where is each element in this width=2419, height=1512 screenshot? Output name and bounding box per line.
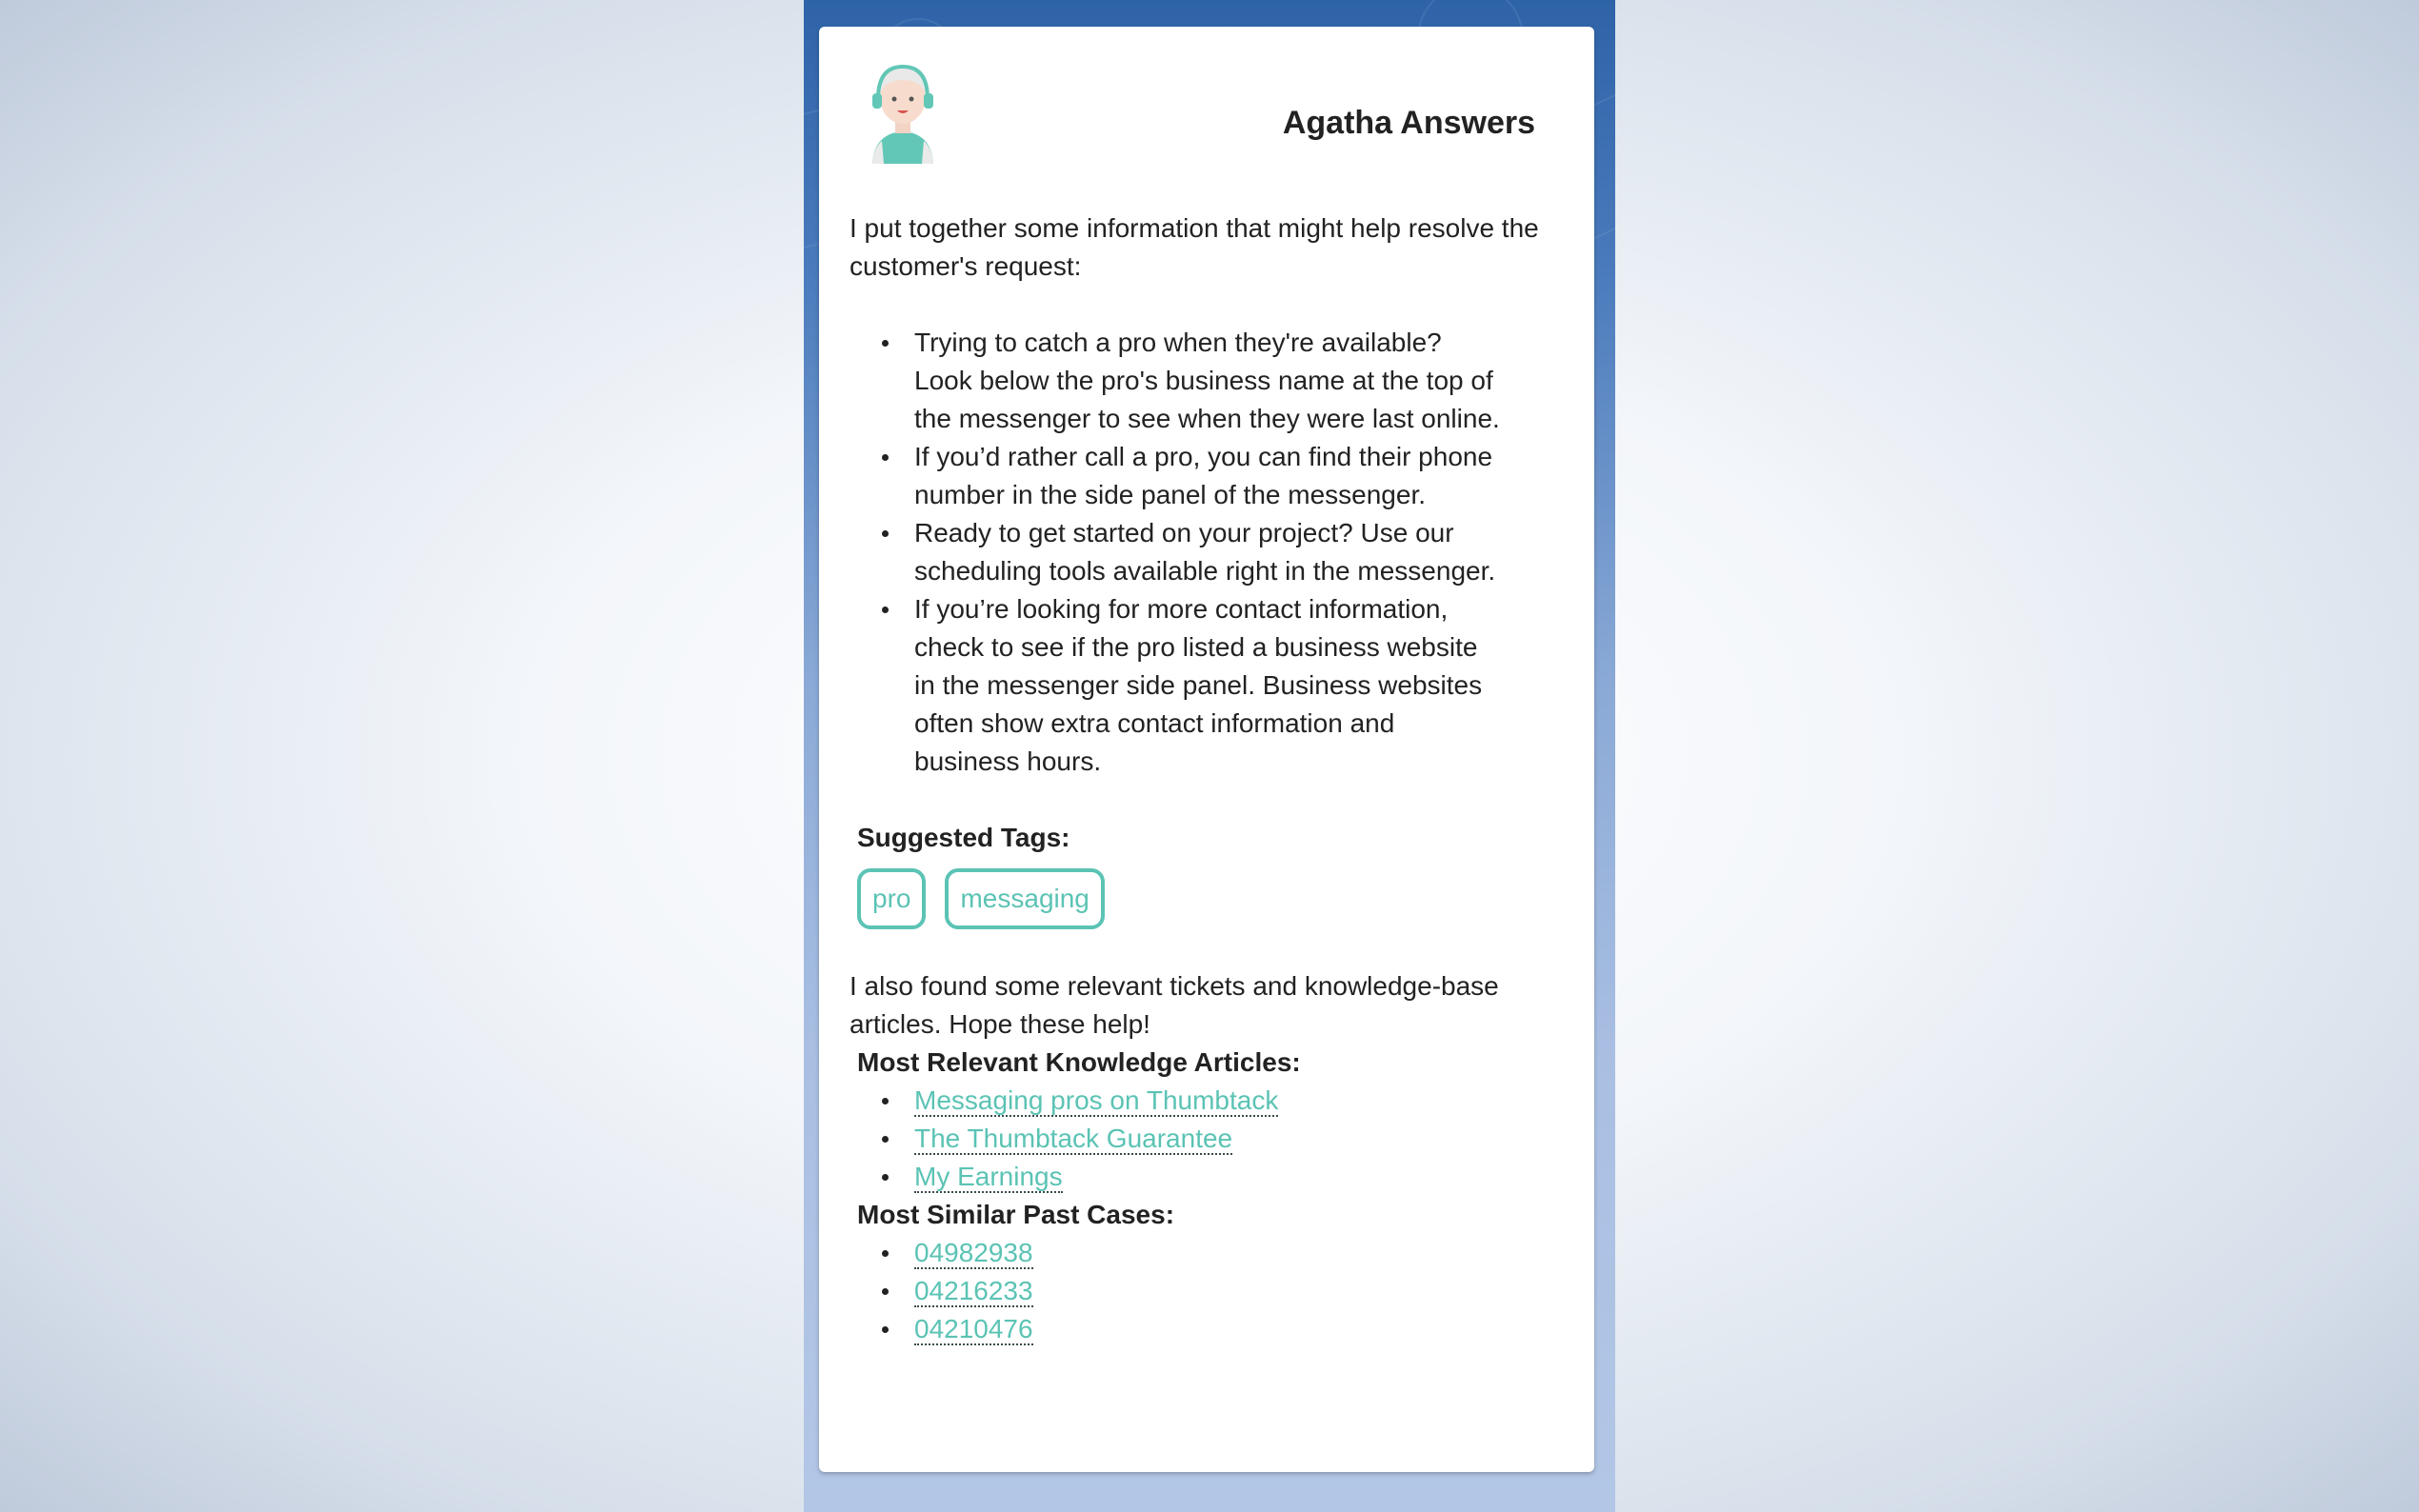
tip-item: Ready to get started on your project? Use our scheduling tools available right in the messenger. [914, 514, 1505, 590]
case-link[interactable]: 04982938 [914, 1238, 1033, 1267]
past-cases-list [850, 1234, 1573, 1348]
list-item [914, 1158, 1573, 1196]
intro-text: I put together some information that might help resolve the customer's request: [850, 213, 1539, 281]
knowledge-articles-heading: Most Relevant Knowledge Articles: [857, 1047, 1301, 1077]
tip-item: If you’re looking for more contact information, check to see if the pro listed a business website in the messenger side panel. Business websites often show extra contact information and business hours. [914, 590, 1505, 781]
card-title: Agatha Answers [1282, 105, 1535, 141]
tag-messaging[interactable]: messaging [945, 868, 1104, 929]
agent-avatar-icon [865, 57, 941, 164]
suggested-tags [857, 868, 1573, 929]
article-link[interactable]: My Earnings [914, 1162, 1063, 1191]
list-item [914, 1310, 1573, 1348]
list-item [914, 1082, 1573, 1120]
tips-list [850, 324, 1505, 781]
case-link[interactable]: 04210476 [914, 1314, 1033, 1343]
agatha-answer-card [819, 27, 1594, 1472]
tip-item: If you’d rather call a pro, you can find their phone number in the side panel of the messenger. [914, 438, 1505, 514]
list-item [914, 1234, 1573, 1272]
knowledge-articles-list [850, 1082, 1573, 1196]
chat-panel-column [804, 0, 1615, 1512]
tag-pro[interactable]: pro [857, 868, 926, 929]
article-link[interactable]: The Thumbtack Guarantee [914, 1124, 1233, 1153]
past-cases-heading: Most Similar Past Cases: [857, 1200, 1175, 1229]
suggested-tags-heading: Suggested Tags: [857, 823, 1070, 852]
tip-item: Trying to catch a pro when they're available? Look below the pro's business name at the top of the messenger to see when they were last online. [914, 324, 1505, 438]
also-found-text: I also found some relevant tickets and knowledge-base articles. Hope these help! [850, 971, 1499, 1039]
list-item [914, 1272, 1573, 1310]
list-item [914, 1120, 1573, 1158]
case-link[interactable]: 04216233 [914, 1276, 1033, 1305]
answer-content [850, 209, 1573, 1348]
card-header [819, 27, 1594, 160]
article-link[interactable]: Messaging pros on Thumbtack [914, 1085, 1279, 1115]
